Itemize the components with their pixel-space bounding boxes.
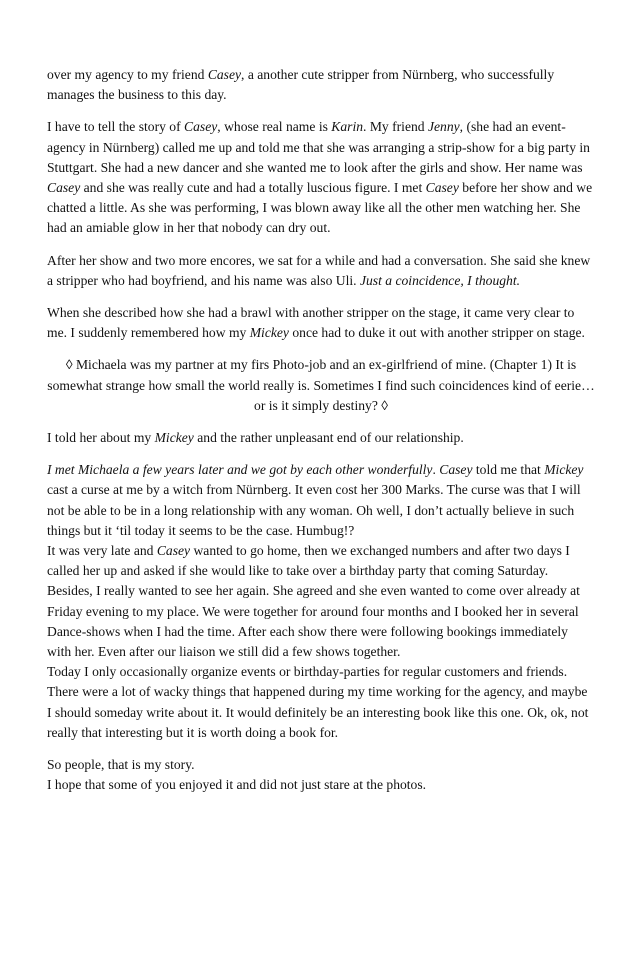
paragraph-photos: I hope that some of you enjoyed it and did not just stare at the photos.: [47, 777, 427, 793]
name-jenny: Jenny: [427, 119, 460, 135]
body-text: [47, 65, 595, 796]
name-mickey: Mickey: [249, 325, 289, 341]
name-mickey: Mickey: [544, 462, 584, 478]
name-mickey: Mickey: [154, 430, 194, 446]
name-casey: Casey: [47, 180, 81, 196]
paragraph-told-her: I told her about my Mickey and the rather unpleasant end of our relationship.: [47, 430, 464, 446]
italic-thought: Just a coincidence, I thought.: [359, 272, 521, 288]
name-casey: Casey: [425, 180, 459, 196]
paragraph-brawl: When she described how she had a brawl with another stripper on the stage, it came very clear to me. I suddenly remembered how my Mickey once had to duke it out with another stripper on stage.: [47, 305, 585, 341]
paragraph-today: Today I only occasionally organize events or birthday-parties for regular customers and friends. There were a lot of wacky things that happened during my time working for the agency, and maybe I should someday write about it. It would definitely be an interesting book like this one. Ok, ok, not really that interesting but it is worth doing a book for.: [47, 664, 589, 740]
note-michaela: ◊ Michaela was my partner at my firs Photo-job and an ex-girlfriend of mine. (Chapter 1) It is somewhat strange how small the world really is. Sometimes I find such coincidences kind of eerie… or is it simply destiny? ◊: [47, 357, 595, 413]
paragraph-curse: I met Michaela a few years later and we got by each other wonderfully. Casey told me that Mickey cast a curse at me by a witch from Nürnberg. It even cost her 300 Marks. The curse was that I will not be able to be in a long relationship with any woman. Oh well, I don’t actually believe in such things but it ‘til today it seems to be the case. Humbug!?: [47, 462, 584, 538]
name-casey: Casey: [184, 119, 218, 135]
paragraph-casey-story: I have to tell the story of Casey, whose real name is Karin. My friend Jenny, (she had an event-agency in Nürnberg) called me up and told me that she was arranging a strip-show for a big party in Stuttgart. She had a new dancer and she wanted me to look after the girls and show. Her name was Casey and she was really cute and had a totally luscious figure. I met Casey before her show and we chatted a little. As she was performing, I was blown away like all the other men watching her. She had an amiable glow in her that nobody can dry out.: [47, 119, 593, 236]
name-casey: Casey: [207, 67, 242, 82]
paragraph-agency: over my agency to my friend Casey, a another cute stripper from Nürnberg, who successfully manages the business to this day.: [47, 67, 555, 103]
paragraph-closing: So people, that is my story.: [47, 757, 195, 773]
paragraph-conversation: After her show and two more encores, we sat for a while and had a conversation. She said she knew a stripper who had boyfriend, and his name was also Uli. Just a coincidence, I thought.: [47, 252, 591, 288]
italic-michaela: I met Michaela a few years later and we got by each other wonderfully: [47, 462, 433, 478]
name-casey: Casey: [156, 543, 191, 559]
name-casey: Casey: [439, 462, 473, 478]
name-karin: Karin: [331, 119, 364, 135]
paragraph-late-night: It was very late and Casey wanted to go home, then we exchanged numbers and after two days I called her up and asked if she would like to take over a birthday party that coming Saturday. Besides, I really wanted to see her again. She agreed and she even wanted to come over already at Friday evening to my place. We were together for around four months and I booked her in several Dance-shows when I had the time. After each show there were following bookings immediately with her. Even after our liaison we still did a few shows together.: [47, 543, 580, 660]
